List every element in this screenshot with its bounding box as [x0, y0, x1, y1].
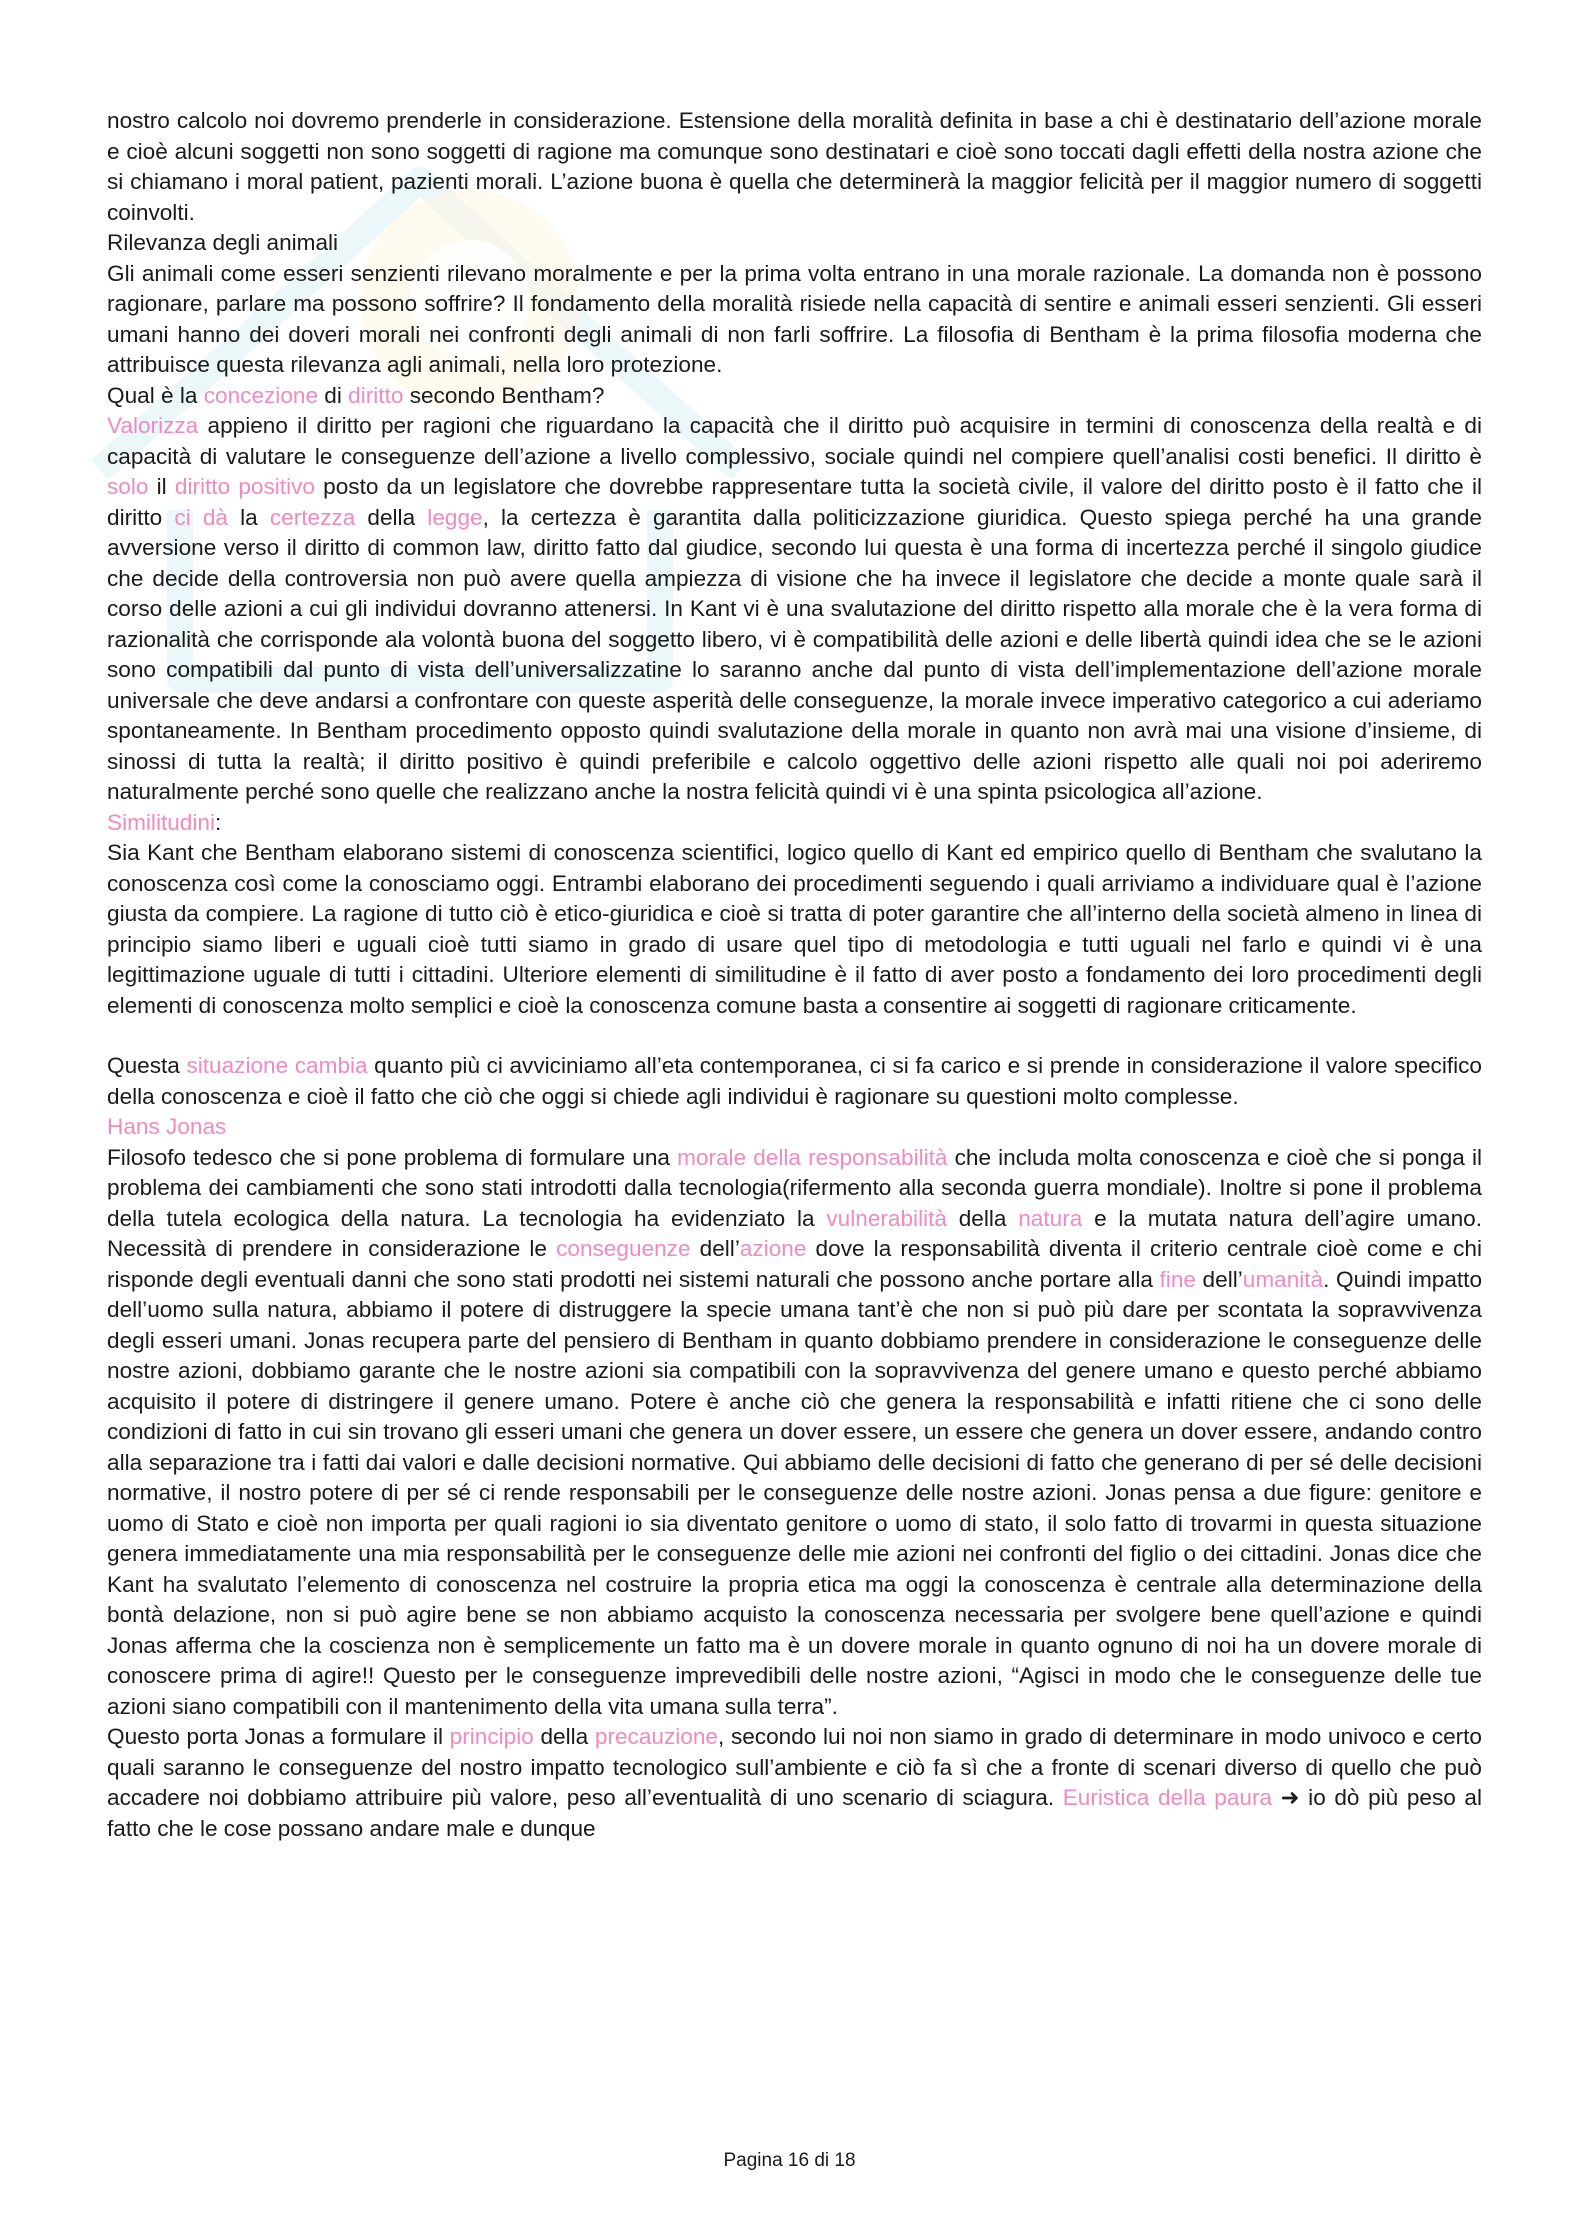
paragraph-precauzione: Questo porta Jonas a formulare il principio della precauzione, secondo lui noi non siamo in grado di determinare in modo univoco e certo quali saranno le conseguenze del nostro impatto tecnologico sull’ambiente e ciò fa sì che a fronte di scenari diverso di quello che può accadere noi dobbiamo attribuire più valore, peso all’eventualità di uno scenario di sciagura. Euristica della paura ➜ io dò più peso al fatto che le cose possano andare male e dunque	[107, 1724, 1482, 1841]
paragraph-situazione-cambia: Questa situazione cambia quanto più ci avviciniamo all’eta contemporanea, ci si fa carico e si prende in considerazione il valore specifico della conoscenza e cioè il fatto che ciò che oggi si chiede agli individui è ragionare su questioni molto complesse.	[107, 1053, 1483, 1109]
paragraph-similitudini: Sia Kant che Bentham elaborano sistemi di conoscenza scientifici, logico quello di Kant ed empirico quello di Bentham che svalutano la conoscenza così come la conosciamo oggi. Entrambi elaborano dei procedimenti seguendo i quali arriviamo a individuare qual è l’azione giusta da compiere. La ragione di tutto ciò è etico-giuridica e cioè si tratta di poter garantire che all’interno della società almeno in linea di principio siamo liberi e uguali cioè tutti siamo in grado di usare quel tipo di metodologia e tutti uguali nel farlo e quindi vi è una legittimazione uguale di tutti i cittadini. Ulteriore elementi di similitudine è il fatto di aver posto a fondamento dei loro procedimenti degli elementi di conoscenza molto semplici e cioè la conoscenza comune basta a consentire ai soggetti di ragionare criticamente.	[107, 840, 1482, 1018]
paragraph-animali: Gli animali come esseri senzienti rilevano moralmente e per la prima volta entrano in una morale razionale. La domanda non è possono ragionare, parlare ma possono soffrire? Il fondamento della moralità risiede nella capacità di sentire e animali esseri senzienti. Gli esseri umani hanno dei doveri morali nei confronti degli animali di non farli soffrire. La filosofia di Bentham è la prima filosofia moderna che attribuisce questa rilevanza agli animali, nella loro protezione.	[107, 260, 1482, 377]
page-number: Pagina 16 di 18	[723, 2150, 856, 2171]
heading-hans-jonas: Hans Jonas	[107, 1114, 227, 1139]
heading-similitudini: Similitudini:	[107, 809, 222, 835]
document-body	[107, 106, 1482, 1844]
paragraph-jonas: Filosofo tedesco che si pone problema di formulare una morale della responsabilità che includa molta conoscenza e cioè che si ponga il problema dei cambiamenti che sono stati introdotti dalla tecnologia(rifermento alla seconda guerra mondiale). Inoltre si pone il problema della tutela ecologica della natura. La tecnologia ha evidenziato la vulnerabilità della natura e la mutata natura dell’agire umano. Necessità di prendere in considerazione le conseguenze dell’azione dove la responsabilità diventa il criterio centrale cioè come e chi risponde degli eventuali danni che sono stati prodotti nei sistemi naturali che possono anche portare alla fine dell’umanità. Quindi impatto dell’uomo sulla natura, abbiamo il potere di distruggere la specie umana tant’è che non si può più dare per scontata la sopravvivenza degli esseri umani. Jonas recupera parte del pensiero di Bentham in quanto dobbiamo prendere in considerazione le conseguenze delle nostre azioni, dobbiamo garante che le nostre azioni sia compatibili con la sopravvivenza del genere umano e questo perché abbiamo acquisito il potere di distringere il genere umano. Potere è anche ciò che genera la responsabilità e infatti ritiene che ci sono delle condizioni di fatto in cui sin trovano gli esseri umani che genera un dover essere, un essere che genera un dover essere, andando contro alla separazione tra i fatti dai valori e dalle decisioni normative. Qui abbiamo delle decisioni di fatto che generano di per sé delle decisioni normative, il nostro potere di per sé ci rende responsabili per le conseguenze delle nostre azioni. Jonas pensa a due figure: genitore e uomo di Stato e cioè non importa per quali ragioni io sia diventato genitore o uomo di stato, il solo fatto di trovarmi in questa situazione genera immediatamente una mia responsabilità per le conseguenze delle mie azioni nei confronti del figlio o dei cittadini. Jonas dice che Kant ha svalutato l’elemento di conoscenza nel costruire la propria etica ma oggi la conoscenza è centrale alla determinazione della bontà delazione, non si può agire bene se non abbiamo acquisto la conoscenza necessaria per svolgere bene quell’azione e quindi Jonas afferma che la coscienza non è semplicemente un fatto ma è un dovere morale in quanto ognuno di noi ha un dovere morale di conoscere prima di agire!! Questo per le conseguenze imprevedibili delle nostre azioni, “Agisci in modo che le conseguenze delle tue azioni siano compatibili con il mantenimento della vita umana sulla terra”.	[107, 1144, 1483, 1719]
heading-rilevanza-animali: Rilevanza degli animali	[107, 230, 339, 255]
paragraph-gap	[107, 1021, 1482, 1051]
arrow-right-icon: ➜	[1280, 1785, 1300, 1810]
question-concezione-diritto: Qual è la concezione di diritto secondo Bentham?	[107, 382, 605, 408]
paragraph-intro: nostro calcolo noi dovremo prenderle in considerazione. Estensione della moralità definita in base a chi è destinatario dell’azione morale e cioè alcuni soggetti non sono soggetti di ragione ma comunque sono destinatari e cioè sono toccati dagli effetti della nostra azione che si chiamano i moral patient, pazienti morali. L’azione buona è quella che determinerà la maggior felicità per il maggior numero di soggetti coinvolti.	[107, 108, 1482, 225]
paragraph-valorizza: Valorizza appieno il diritto per ragioni che riguardano la capacità che il diritto può acquisire in termini di conoscenza della realtà e di capacità di valutare le conseguenze dell’azione a livello complessivo, sociale quindi nel compiere quell’analisi costi benefici. Il diritto è solo il diritto positivo posto da un legislatore che dovrebbe rappresentare tutta la società civile, il valore del diritto posto è il fatto che il diritto ci dà la certezza della legge, la certezza è garantita dalla politicizzazione giuridica. Questo spiega perché ha una grande avversione verso il diritto di common law, diritto fatto dal giudice, secondo lui questa è una forma di incertezza perché il singolo giudice che decide della controversia non può avere quella ampiezza di visione che ha invece il legislatore che decide a monte quale sarà il corso delle azioni a cui gli individui dovranno attenersi. In Kant vi è una svalutazione del diritto rispetto alla morale che è la vera forma di razionalità che corrisponde ala volontà buona del soggetto libero, vi è compatibilità delle azioni e delle libertà quindi idea che se le azioni sono compatibili dal punto di vista dell’universalizzatine lo saranno anche dal punto di vista dell’implementazione dell’azione morale universale che deve andarsi a confrontare con queste asperità delle conseguenze, la morale invece imperativo categorico a cui aderiamo spontaneamente. In Bentham procedimento opposto quindi svalutazione della morale in quanto non avrà mai una visione d’insieme, di sinossi di tutta la realtà; il diritto positivo è quindi preferibile e calcolo oggettivo delle azioni rispetto alle quali noi poi aderiremo naturalmente perché sono quelle che realizzano anche la nostra felicità quindi vi è una spinta psicologica all’azione.	[107, 413, 1482, 804]
